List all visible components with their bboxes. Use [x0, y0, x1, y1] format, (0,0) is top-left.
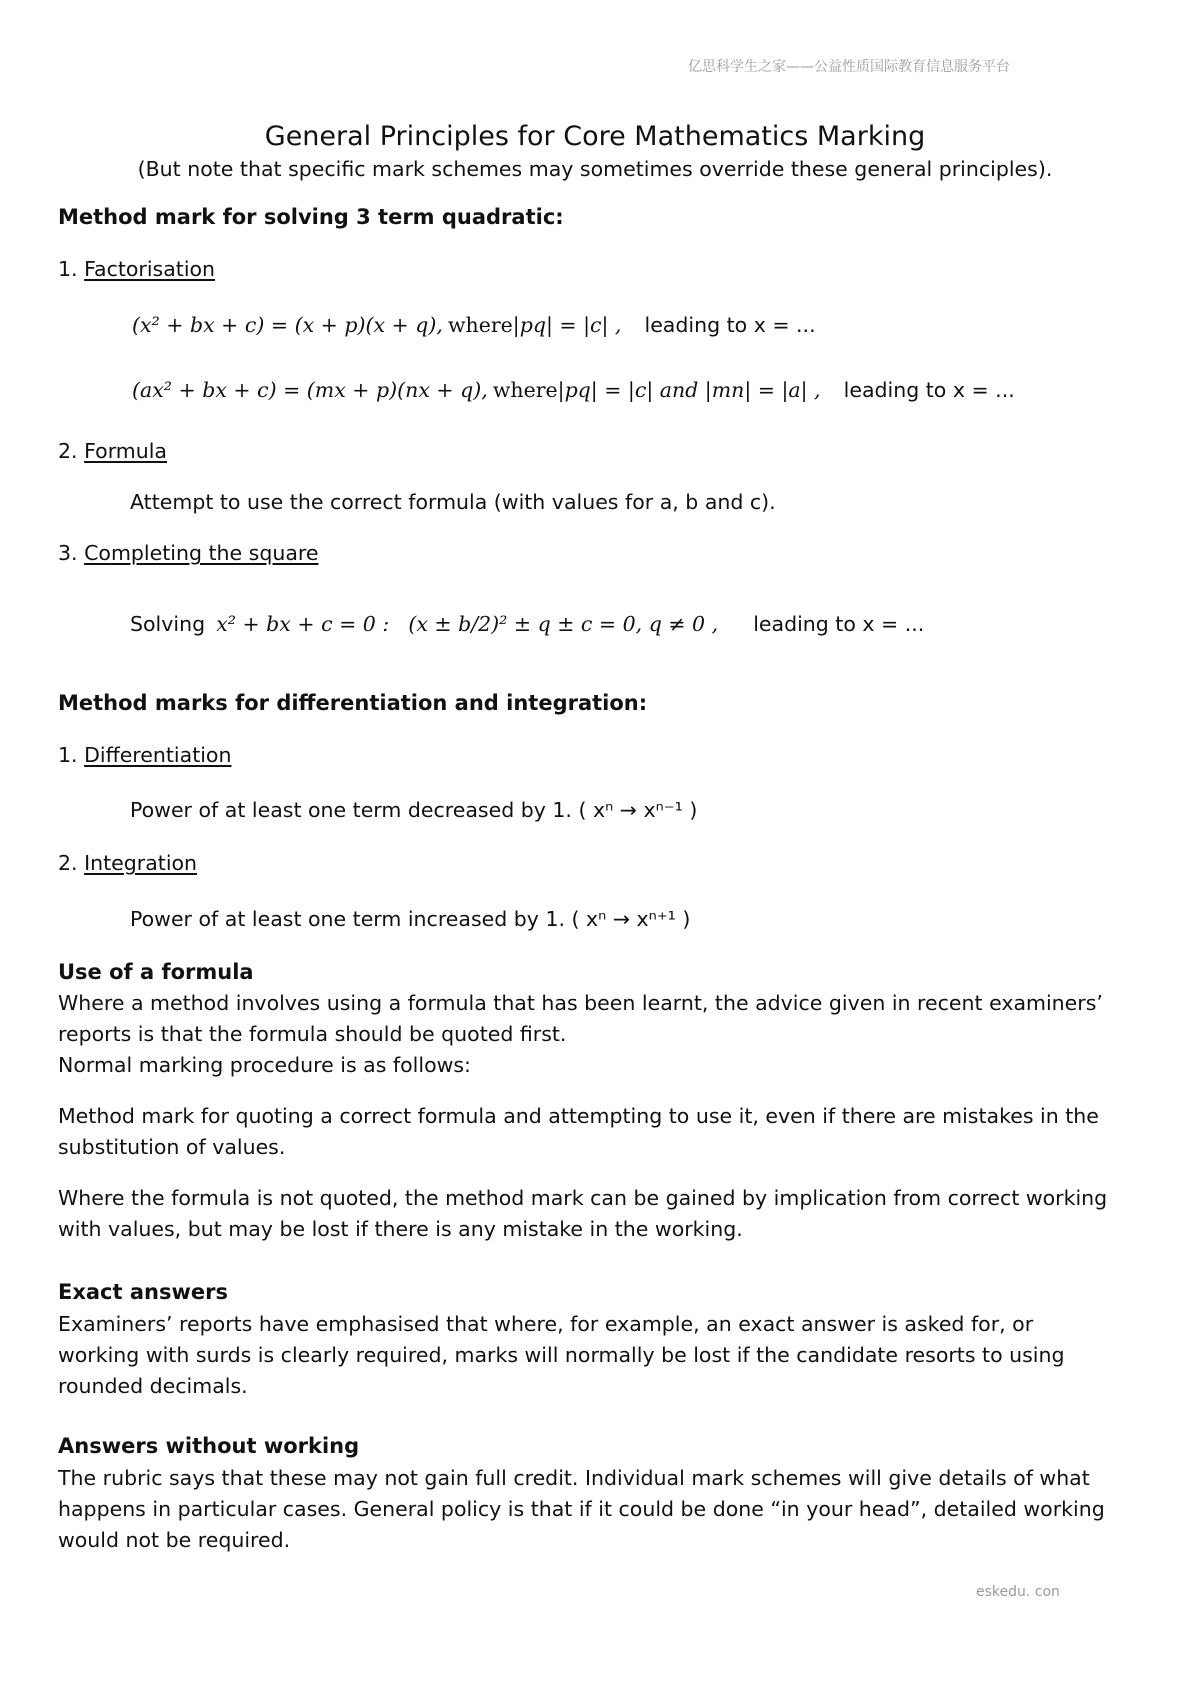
factorisation-item [58, 257, 215, 281]
integration-label: Integration [84, 851, 198, 875]
quadratic-heading: Method mark for solving 3 term quadratic: [58, 205, 564, 229]
formula-use-paragraph-1: Where a method involves using a formula that has been learnt, the advice given in recent examiners’ reports is that the formula should be quoted first. [58, 991, 1103, 1046]
integration-item [58, 851, 197, 875]
differentiation-number: 1. [58, 743, 78, 767]
differentiation-item [58, 743, 231, 767]
quadratic-equation: x² + bx + c = 0 : [216, 612, 390, 636]
equation-1-condition: |pq| = |c| , [512, 313, 622, 337]
formula-label: Formula [84, 439, 167, 463]
exact-answers-paragraph: Examiners’ reports have emphasised that where, for example, an exact answer is asked for, or working with surds is clearly required, marks will normally be lost if the candidate resorts to using rounded decimals. [58, 1312, 1065, 1398]
integration-number: 2. [58, 851, 78, 875]
without-working-heading: Answers without working [58, 1434, 360, 1458]
equation-1-where: where [447, 313, 513, 337]
differentiation-text: Power of at least one term decreased by 1. ( xⁿ → xⁿ⁻¹ ) [130, 798, 698, 822]
completing-square-equation [130, 612, 924, 636]
formula-use-paragraph-3: Where the formula is not quoted, the method mark can be gained by implication from correct working with values, but may be lost if there is any mistake in the working. [58, 1186, 1108, 1241]
page-subtitle: (But note that specific mark schemes may sometimes override these general principles). [137, 157, 1053, 181]
completing-square-label: Completing the square [84, 541, 319, 565]
equation-2-condition: |pq| = |c| and |mn| = |a| , [557, 378, 821, 402]
formula-use-paragraph-1b: Normal marking procedure is as follows: [58, 1053, 471, 1077]
formula-number: 2. [58, 439, 78, 463]
exact-answers-heading: Exact answers [58, 1280, 228, 1304]
completing-square-item [58, 541, 319, 565]
watermark-top: 亿思科学生之家——公益性质国际教育信息服务平台 [688, 59, 1010, 75]
completing-square-number: 3. [58, 541, 78, 565]
equation-2-where: where [492, 378, 558, 402]
watermark-bottom: eskedu. con [976, 1584, 1060, 1600]
equation-1-lhs: (x² + bx + c) = (x + p)(x + q), [132, 313, 443, 337]
formula-text: Attempt to use the correct formula (with values for a, b and c). [130, 490, 776, 514]
integration-text: Power of at least one term increased by 1. ( xⁿ → xⁿ⁺¹ ) [130, 907, 691, 931]
equation-1-leading: leading to x = ... [644, 313, 816, 337]
factorisation-equation-2 [132, 378, 1015, 402]
factorisation-label: Factorisation [84, 257, 216, 281]
completing-square-leading: leading to x = ... [753, 612, 925, 636]
formula-item [58, 439, 167, 463]
factorisation-equation-1 [132, 313, 816, 337]
equation-2-lhs: (ax² + bx + c) = (mx + p)(nx + q), [132, 378, 488, 402]
formula-use-paragraph-2: Method mark for quoting a correct formula and attempting to use it, even if there are mistakes in the substitution of values. [58, 1104, 1099, 1159]
without-working-paragraph: The rubric says that these may not gain full credit. Individual mark schemes will give details of what happens in particular cases. General policy is that if it could be done “in your head”, detailed working would not be required. [58, 1466, 1105, 1552]
equation-2-leading: leading to x = ... [843, 378, 1015, 402]
solving-label: Solving [130, 612, 206, 636]
calculus-heading: Method marks for differentiation and integration: [58, 691, 648, 715]
differentiation-label: Differentiation [84, 743, 232, 767]
formula-use-heading: Use of a formula [58, 960, 254, 984]
square-form: (x ± b/2)² ± q ± c = 0, q ≠ 0 , [408, 612, 719, 636]
page-title: General Principles for Core Mathematics Marking [264, 121, 926, 152]
factorisation-number: 1. [58, 257, 78, 281]
